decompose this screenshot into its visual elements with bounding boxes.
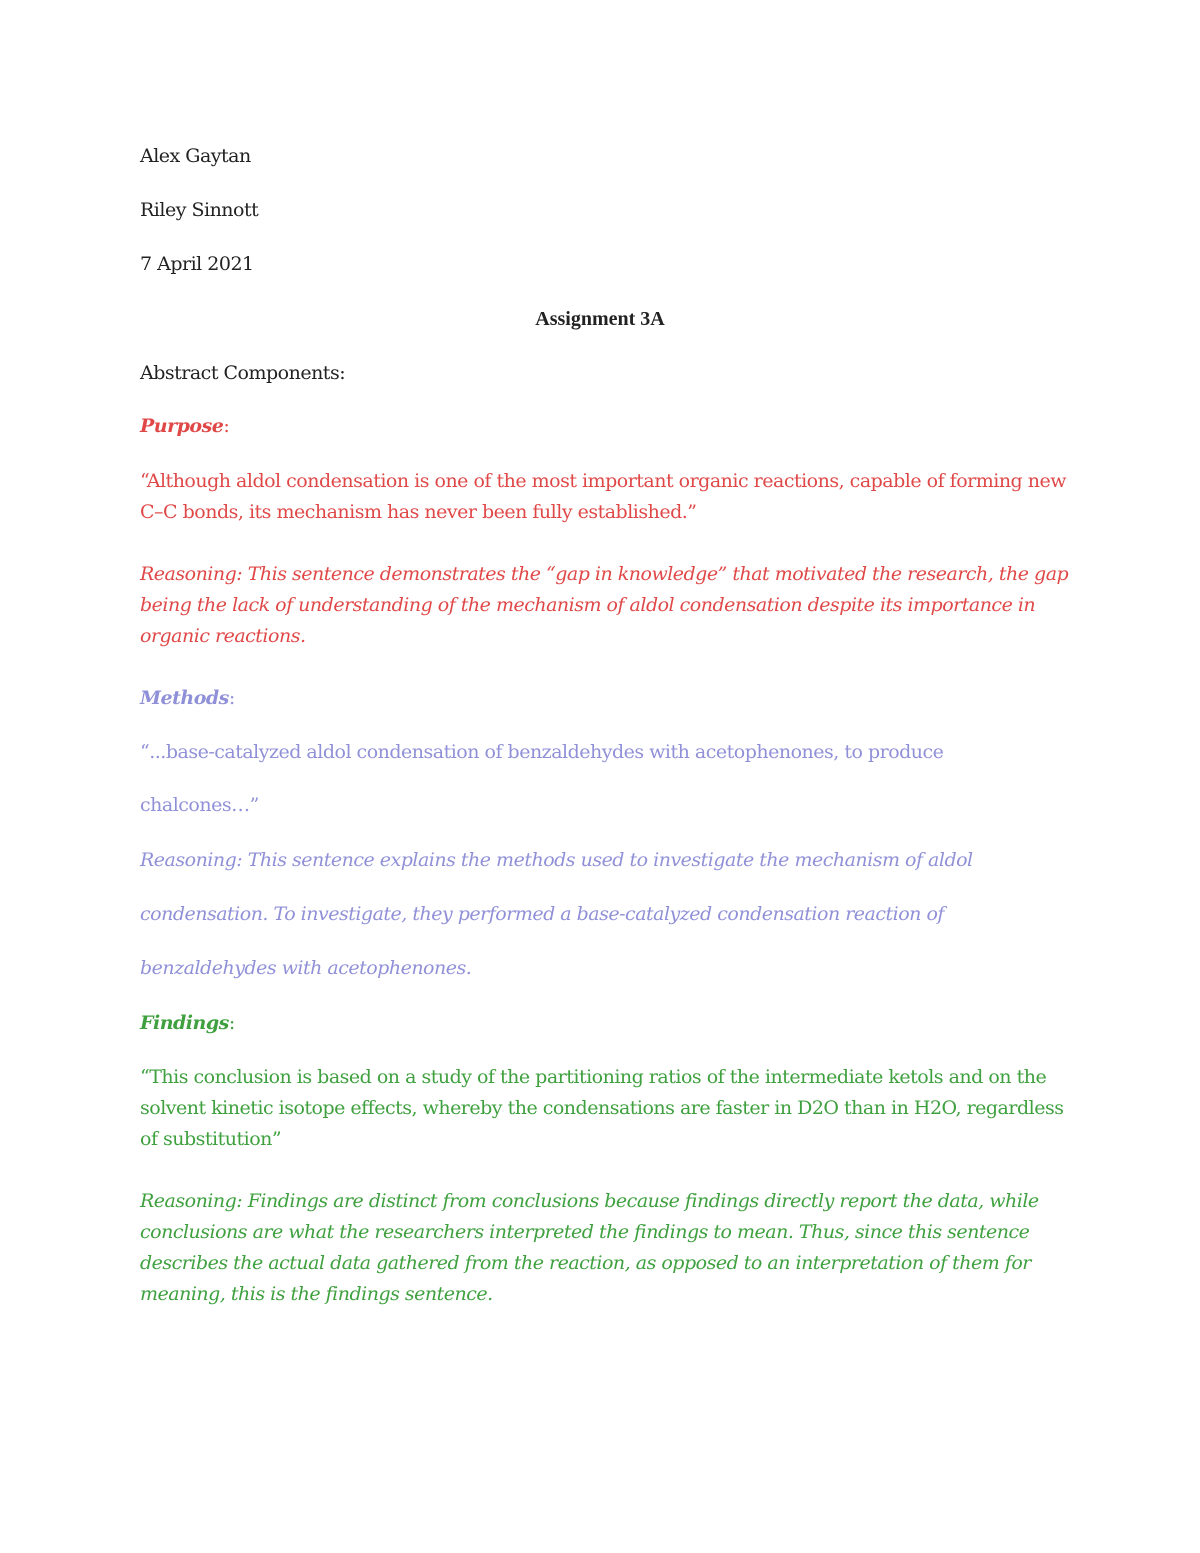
page-title: Assignment 3A xyxy=(535,308,665,330)
purpose-quote: “Although aldol condensation is one of the most important organic reactions, capable of forming new C–C bonds, its mechanism has never been fully established.” xyxy=(140,470,1067,523)
methods-heading-line xyxy=(140,683,1060,714)
methods-reasoning-line-2: condensation. To investigate, they performed a base-catalyzed condensation reaction of xyxy=(140,903,944,925)
purpose-reasoning: Reasoning: This sentence demonstrates the “gap in knowledge” that motivated the research, the gap being the lack of understanding of the mechanism of aldol condensation despite its importance in organic reactions. xyxy=(140,563,1069,647)
methods-quote-line-1: “...base-catalyzed aldol condensation of benzaldehydes with acetophenones, to produce xyxy=(140,741,944,763)
findings-quote: “This conclusion is based on a study of the partitioning ratios of the intermediate ketols and on the solvent kinetic isotope effects, whereby the condensations are faster in D2O than in H2O, regardless of substitution” xyxy=(140,1066,1064,1150)
methods-quote-line-2: chalcones…” xyxy=(140,794,259,816)
methods-reasoning-line-3: benzaldehydes with acetophenones. xyxy=(140,957,472,979)
findings-reasoning: Reasoning: Findings are distinct from conclusions because findings directly report the data, while conclusions are what the researchers interpreted the findings to mean. Thus, since this sentence describes the actual data gathered from the reaction, as opposed to an interpretation of them for meaning, this is the findings sentence. xyxy=(140,1190,1039,1305)
findings-heading-line xyxy=(140,1008,1060,1039)
methods-colon: : xyxy=(228,687,235,709)
methods-heading: Methods xyxy=(140,687,229,709)
findings-colon: : xyxy=(228,1012,235,1034)
purpose-heading: Purpose xyxy=(140,415,224,437)
author-name-1: Alex Gaytan xyxy=(140,145,251,167)
purpose-heading-line xyxy=(140,411,1060,442)
findings-heading: Findings xyxy=(140,1012,229,1034)
methods-reasoning-line-1: Reasoning: This sentence explains the methods used to investigate the mechanism of aldol xyxy=(140,849,973,871)
author-name-2: Riley Sinnott xyxy=(140,199,259,221)
document-date: 7 April 2021 xyxy=(140,253,254,275)
intro-label: Abstract Components: xyxy=(140,362,346,384)
purpose-colon: : xyxy=(223,415,230,437)
